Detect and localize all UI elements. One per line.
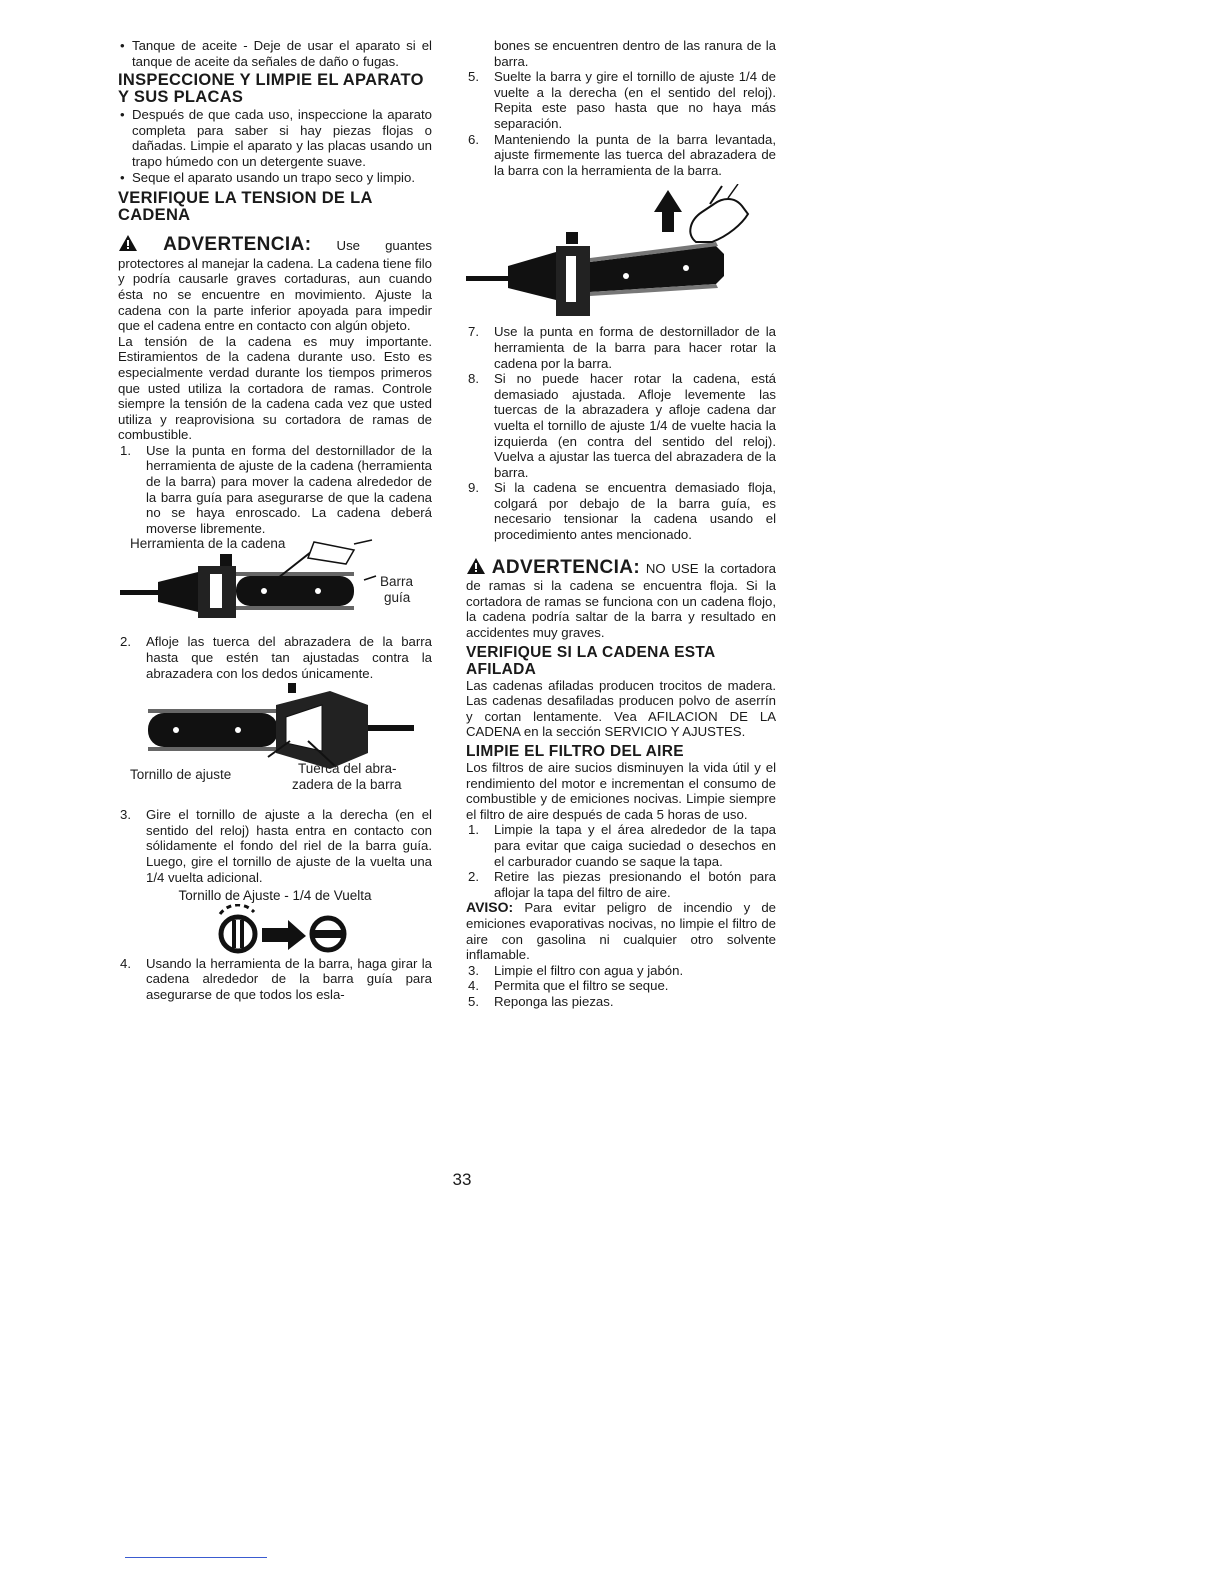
filter-step-2 bbox=[466, 869, 776, 900]
step-number: 6. bbox=[468, 131, 479, 147]
step-4-continued: bones se encuentren dentro de las ranura de la barra. bbox=[494, 38, 776, 69]
step-text: Si no puede hacer rotar la cadena, está demasiado ajustada. Afloje levemente las tuercas de la abrazadera y afloje cadena dar vuelta el tornillo de ajuste 1/4 de vuelte hacia la izquierda (en contra del sentido del reloj). Vuelva a ajustar las tuerca del abrazadera de la barra. bbox=[494, 371, 776, 480]
label-clamp-nut-1: Tuerca del abra- bbox=[298, 761, 397, 777]
figure-chain-tool bbox=[118, 536, 432, 632]
step-number: 4. bbox=[120, 955, 131, 971]
filter-step-1 bbox=[466, 822, 776, 869]
filter-step-4 bbox=[466, 978, 776, 994]
step-3 bbox=[118, 807, 432, 885]
bullet-inspect-2: • Seque el aparato usando un trapo seco y limpio. bbox=[118, 170, 432, 186]
label-clamp-nut-2: zadera de la barra bbox=[292, 777, 402, 793]
step-number: 7. bbox=[468, 324, 479, 340]
step-text: Limpie la tapa y el área alrededor de la tapa para evitar que caiga suciedad o desechos en el carburador cuando se saque la tapa. bbox=[494, 822, 776, 869]
label-guide-bar-1: Barra bbox=[380, 574, 414, 590]
step-text: Suelte la barra y gire el tornillo de ajuste 1/4 de vuelte a la derecha (en el sentido del reloj). Repita este paso hasta que no haya más separación. bbox=[494, 69, 776, 131]
step-9 bbox=[466, 480, 776, 542]
notice-label: AVISO: bbox=[466, 899, 514, 916]
step-number: 9. bbox=[468, 480, 479, 496]
lift-bar-illustration bbox=[466, 184, 766, 324]
warning-text: NO USE la cortadora de ramas si la cadena se encuentra floja. Si la cortadora de ramas se funciona con un cadena flojo, la cadena podría saltar de la barra y resultado en accidentes muy graves. bbox=[466, 560, 776, 641]
step-text: Use la punta en forma del destornillador de la herramienta de ajuste de la cadena (herramienta de la barra) para mover la cadena alrededor de la barra guía para asegurarse de que la cadena no se haya enroscado. La cadena deberá moverse libremente. bbox=[146, 442, 432, 536]
step-6 bbox=[466, 132, 776, 179]
step-number: 2. bbox=[120, 634, 131, 650]
paragraph-chain-sharp: Las cadenas afiladas producen trocitos de madera. Las cadenas desafiladas producen polvo de aserrín y cortan lentamente. Vea AFILACION DE LA CADENA en la sección SERVICIO Y AJUSTES. bbox=[466, 677, 776, 740]
step-number: 4. bbox=[468, 978, 479, 994]
step-text: Usando la herramienta de la barra, haga girar la cadena alrededor de la barra guía para asegurarse de que todos los esla- bbox=[146, 955, 432, 1002]
step-text: Limpie el filtro con agua y jabón. bbox=[494, 962, 684, 978]
step-number: 2. bbox=[468, 869, 479, 885]
step-text: Afloje las tuerca del abrazadera de la barra hasta que estén tan ajustadas contra la abrazadera con los dedos únicamente. bbox=[146, 634, 432, 681]
notice-text: Para evitar peligro de incendio y de emiciones evaporativas nocivas, no limpie el filtro de aire con gasolina ni cualquier otro solvente inflamable. bbox=[466, 900, 776, 963]
left-column bbox=[118, 38, 432, 1003]
heading-chain-sharp: VERIFIQUE SI LA CADENA ESTA AFILADA bbox=[466, 643, 715, 678]
footer-rule bbox=[125, 1557, 267, 1558]
filter-step-3 bbox=[466, 963, 776, 979]
step-2 bbox=[118, 634, 432, 681]
heading-tension: VERIFIQUE LA TENSION DE LA CADENA bbox=[118, 189, 373, 225]
figure-lift-bar-tip bbox=[466, 184, 776, 324]
warning-triangle-icon bbox=[466, 557, 486, 579]
step-number: 3. bbox=[120, 807, 131, 823]
caption-quarter-turn: Tornillo de Ajuste - 1/4 de Vuelta bbox=[178, 888, 372, 904]
label-adjusting-screw: Tornillo de ajuste bbox=[130, 767, 232, 783]
step-text: Retire las piezas presionando el botón para aflojar la tapa del filtro de aire. bbox=[494, 869, 776, 900]
step-number: 1. bbox=[468, 822, 479, 838]
step-8 bbox=[466, 371, 776, 480]
figure-clamp-nuts bbox=[118, 681, 432, 807]
label-chain-tool: Herramienta de la cadena bbox=[130, 536, 286, 552]
step-number: 3. bbox=[468, 962, 479, 978]
paragraph-air-filter: Los filtros de aire sucios disminuyen la vida útil y el rendimiento del motor e incrementan el consumo de combustible y de emiciones nocivas. Limpie siempre el filtro de aire después de cada 5 horas de uso. bbox=[466, 760, 776, 822]
warning-label: ADVERTENCIA: bbox=[163, 234, 312, 256]
heading-inspect: INSPECCIONE Y LIMPIE EL APARATO Y SUS PLACAS bbox=[118, 71, 424, 107]
chain-tool-illustration bbox=[118, 536, 378, 632]
step-text: Use la punta en forma de destornillador de la herramienta de la barra para hacer rotar la cadena por la barra. bbox=[494, 324, 776, 371]
step-text: Permita que el filtro se seque. bbox=[494, 978, 669, 994]
step-text: Si la cadena se encuentra demasiado floja, colgará por debajo de la barra guía, es necesario tensionar la cadena usando el procedimiento antes mencionado. bbox=[494, 480, 776, 543]
step-5 bbox=[466, 69, 776, 131]
bullet-oil-tank: • Tanque de aceite - Deje de usar el aparato si el tanque de aceite da señales de daño o fugas. bbox=[118, 38, 432, 69]
heading-air-filter: LIMPIE EL FILTRO DEL AIRE bbox=[466, 743, 684, 760]
step-number: 8. bbox=[468, 371, 479, 387]
warning-block-2 bbox=[466, 557, 776, 641]
step-number: 5. bbox=[468, 993, 479, 1009]
step-number: 5. bbox=[468, 69, 479, 85]
step-1 bbox=[118, 443, 432, 537]
paragraph-tension: La tensión de la cadena es muy importante. Estiramientos de la cadena durante uso. Esto es especialmente verdad durante los tiempos primeros que usted utiliza la cortadora de ramas. Controle siempre la tensión de la cadena cada vez que usted utiliza y reaprovisiona su cortadora de ramas de combustible. bbox=[118, 333, 432, 443]
warning-triangle-icon bbox=[118, 234, 138, 256]
label-guide-bar-2: guía bbox=[384, 590, 411, 606]
warning-text: Use guantes protectores al manejar la cadena. La cadena tiene filo y podría causarle graves cortaduras, aun cuando ésta no se encuentre en movimiento. Ajuste la cadena con la parte inferior apoyada para impedir que el cadena entre en contacto con algún objeto. bbox=[118, 238, 433, 334]
warning-label: ADVERTENCIA: bbox=[491, 556, 641, 578]
step-text: Manteniendo la punta de la barra levantada, ajuste firmemente las tuerca del abrazadera de la barra con la herramienta de la barra. bbox=[494, 131, 776, 178]
step-4 bbox=[118, 956, 432, 1003]
figure-quarter-turn bbox=[118, 904, 432, 956]
step-text: Reponga las piezas. bbox=[494, 993, 614, 1009]
right-column bbox=[466, 38, 776, 1010]
bullet-inspect-1: • Después de que cada uso, inspeccione la aparato completa para saber si hay piezas flojas o dañadas. Limpie el aparato y las placas usando un trapo húmedo con un detergente suave. bbox=[118, 107, 432, 169]
notice-block bbox=[466, 900, 776, 962]
quarter-turn-icon bbox=[202, 904, 362, 956]
step-text: Gire el tornillo de ajuste a la derecha (en el sentido del reloj) hasta entra en contacto con sólidamente el fondo del riel de la barra guía. Luego, gire el tornillo de ajuste de la vuelta una 1/4 vuelta adicional. bbox=[146, 807, 432, 885]
page-number: 33 bbox=[452, 1170, 472, 1189]
warning-block bbox=[118, 234, 432, 334]
step-number: 1. bbox=[120, 442, 131, 458]
filter-step-5 bbox=[466, 994, 776, 1010]
step-7 bbox=[466, 324, 776, 371]
